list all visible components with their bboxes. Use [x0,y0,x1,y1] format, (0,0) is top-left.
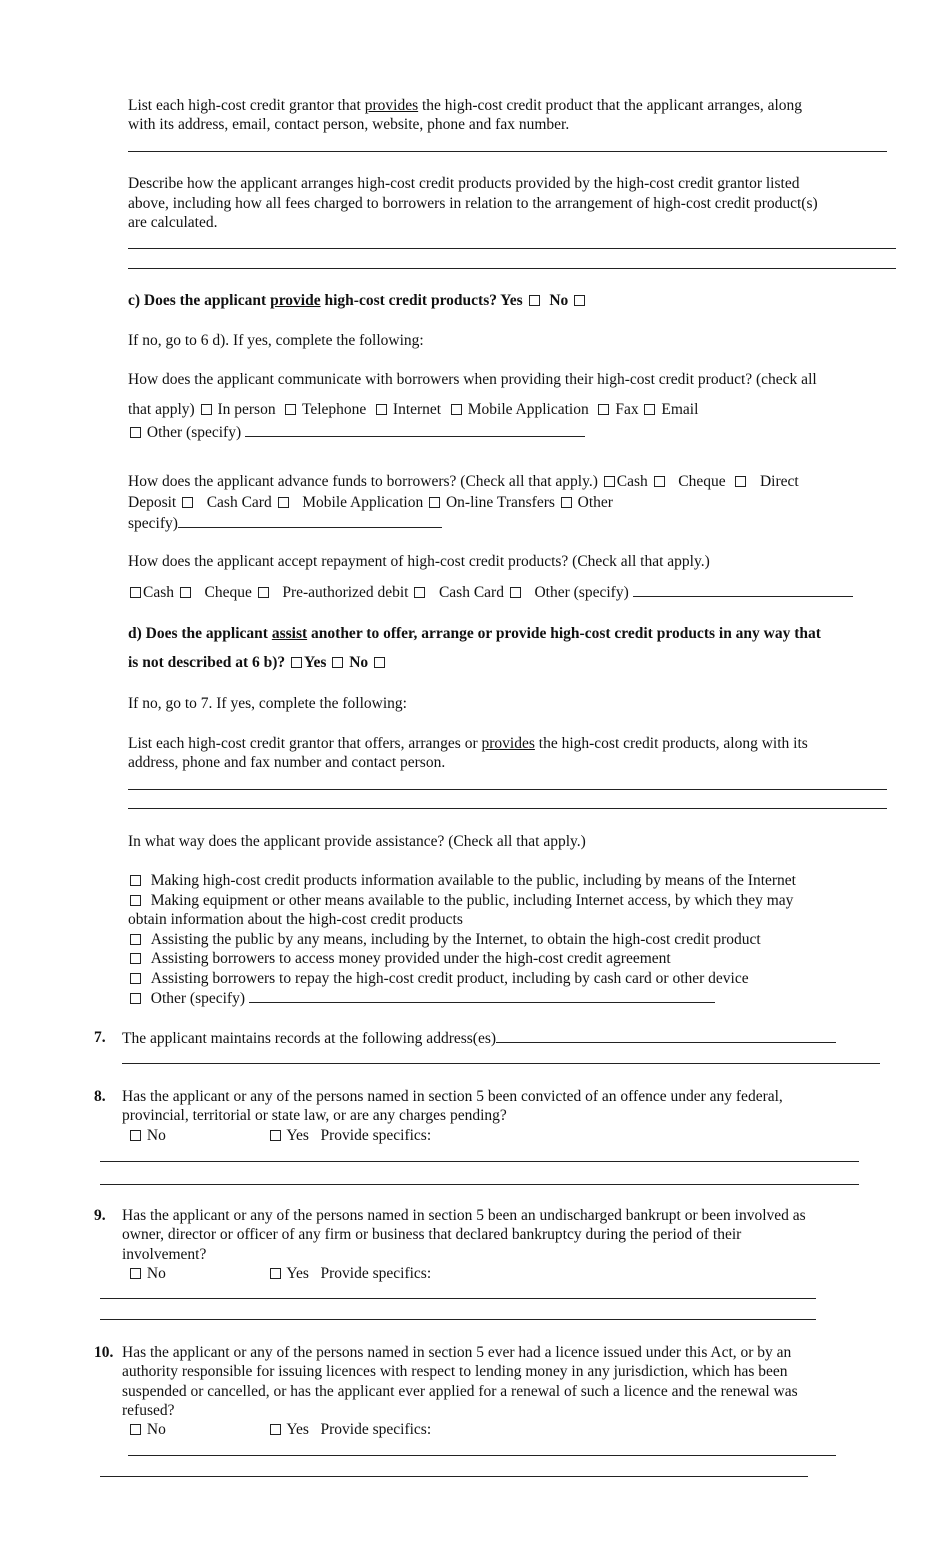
text: is not described at 6 b)? [128,654,286,671]
no-option [128,1420,166,1440]
option-label: Pre-authorized debit [282,584,409,601]
yes-checkbox[interactable] [270,1424,281,1435]
grantor-list-instruction [128,96,802,116]
answer-line[interactable] [100,1476,808,1477]
advance-options [128,493,613,513]
option-label: Other [577,494,613,511]
assist-question: In what way does the applicant provide assistance? (Check all that apply.) [128,833,586,850]
yes-checkbox[interactable] [291,657,302,668]
describe-instruction-line3: are calculated. [128,214,218,231]
text-underlined: provides [364,97,419,114]
question-d [128,624,821,644]
advance-other-specify [128,513,442,534]
option-label: Making equipment or other means available to the public, including Internet access, by which they may [150,892,794,909]
answer-line[interactable] [128,151,887,152]
internet-checkbox[interactable] [376,404,387,415]
option-label: In person [217,401,276,418]
text: high-cost credit products? Yes [320,292,523,309]
option-label: Other (specify) [534,584,629,601]
option-label: Email [661,401,699,418]
answer-line[interactable] [122,1063,880,1064]
option-label: Other (specify) [146,424,242,441]
cash-checkbox[interactable] [130,587,141,598]
communicate-options [128,400,698,420]
checkbox[interactable] [180,587,191,598]
option-label: No [349,654,369,671]
checkbox[interactable] [735,476,746,487]
option-label: Assisting the public by any means, including by the Internet, to obtain the high-cost credit product [150,931,761,948]
no-checkbox[interactable] [574,295,585,306]
option-label: Cash [616,473,648,490]
option-label: Cash Card [206,494,272,511]
other-specify-field[interactable] [633,582,853,597]
text: How does the applicant advance funds to borrowers? (Check all that apply.) [128,473,598,490]
checkbox[interactable] [510,587,521,598]
communicate-question: How does the applicant communicate with borrowers when providing their high-cost credit product? (check all [128,371,817,388]
checkbox[interactable] [414,587,425,598]
option-label: Cheque [204,584,252,601]
option-label: No [146,1421,166,1438]
telephone-checkbox[interactable] [285,404,296,415]
option-label: Provide specifics: [320,1421,432,1438]
text: the high-cost credit product that the applicant arranges, along [418,97,803,114]
checkbox[interactable] [654,476,665,487]
yes-checkbox[interactable] [529,295,540,306]
communicate-other [128,422,585,443]
question-10-line1: Has the applicant or any of the persons named in section 5 ever had a licence issued under this Act, or by an [122,1344,792,1361]
no-checkbox[interactable] [130,1424,141,1435]
checkbox[interactable] [130,895,141,906]
option-label: Direct [759,473,799,490]
checkbox[interactable] [278,497,289,508]
text-underlined: provide [270,292,321,309]
describe-instruction-line2: above, including how all fees charged to borrowers in relation to the arrangement of high-cost credit product(s) [128,195,818,212]
text: c) Does the applicant [128,292,271,309]
text: List each high-cost credit grantor that offers, arranges or [128,735,482,752]
answer-line[interactable] [128,268,896,269]
text-underlined: assist [271,625,308,642]
question-c [128,291,587,311]
option-label: No [146,1127,166,1144]
in-person-checkbox[interactable] [201,404,212,415]
checkbox[interactable] [130,953,141,964]
yes-checkbox[interactable] [270,1268,281,1279]
option-label: Yes [286,1127,309,1144]
text: that apply) [128,401,195,418]
other-checkbox[interactable] [130,427,141,438]
assist-option [128,949,671,969]
question-number: 8. [94,1088,106,1105]
question-number: 7. [94,1029,106,1046]
option-label: Mobile Application [302,494,424,511]
text: d) Does the applicant [128,625,272,642]
checkbox[interactable] [130,973,141,984]
text: another to offer, arrange or provide high-cost credit products in any way that [307,625,821,642]
instruction-d: If no, go to 7. If yes, complete the following: [128,695,407,712]
option-label: On-line Transfers [445,494,555,511]
question-9-line3: involvement? [122,1246,207,1263]
option-label: Yes [304,654,327,671]
yes-option [268,1264,431,1284]
assist-option [128,988,715,1009]
assist-option [128,871,796,891]
answer-line[interactable] [128,808,887,809]
assist-option [128,930,761,950]
no-checkbox[interactable] [130,1268,141,1279]
no-checkbox[interactable] [332,657,343,668]
yes-option [268,1420,431,1440]
repayment-options [128,582,853,603]
instruction-c: If no, go to 6 d). If yes, complete the following: [128,332,424,349]
option-label: Assisting borrowers to access money provided under the high-cost credit agreement [150,950,671,967]
yes-checkbox[interactable] [270,1130,281,1141]
answer-line[interactable] [100,1184,859,1185]
other-specify-field[interactable] [245,422,585,437]
question-9-line1: Has the applicant or any of the persons named in section 5 been an undischarged bankrupt or been involved as [122,1207,806,1224]
option-label: Internet [392,401,442,418]
advance-question [128,472,799,492]
grantor-list-instruction-line2: with its address, email, contact person, website, phone and fax number. [128,116,570,133]
text: the high-cost credit products, along with its [534,735,808,752]
no-checkbox[interactable] [130,1130,141,1141]
option-label: Cash [143,584,174,601]
no-option [128,1126,166,1146]
yes-option [268,1126,431,1146]
option-label: No [146,1265,166,1282]
answer-line[interactable] [128,248,896,249]
answer-line[interactable] [100,1298,816,1299]
question-number: 10. [94,1344,114,1361]
checkbox[interactable] [258,587,269,598]
option-label: Provide specifics: [320,1265,432,1282]
option-label: Telephone [301,401,367,418]
assist-option-cont: obtain information about the high-cost credit products [128,911,463,928]
question-number: 9. [94,1207,106,1224]
option-label: Yes [286,1421,309,1438]
assist-option [128,969,749,989]
question-10-line4: refused? [122,1402,175,1419]
text: The applicant maintains records at the following address(es) [122,1030,497,1047]
option-label: Cheque [678,473,726,490]
no-option [128,1264,166,1284]
repayment-question: How does the applicant accept repayment of high-cost credit products? (Check all that apply.) [128,553,710,570]
option-label: Provide specifics: [320,1127,432,1144]
answer-line[interactable] [128,1455,836,1456]
checkbox[interactable] [429,497,440,508]
grantor-list-instruction-d-line2: address, phone and fax number and contact person. [128,754,446,771]
question-d-line2 [128,653,387,673]
other-specify-field[interactable] [249,988,715,1003]
assist-option [128,891,793,911]
question-9-line2: owner, director or officer of any firm or business that declared bankruptcy during the period of their [122,1226,742,1243]
mobile-app-checkbox[interactable] [451,404,462,415]
text-underlined: provides [481,735,535,752]
checkbox[interactable] [130,934,141,945]
cash-checkbox[interactable] [604,476,615,487]
option-label: Other (specify) [150,990,245,1007]
text: List each high-cost credit grantor that [128,97,365,114]
checkbox[interactable] [374,657,385,668]
checkbox[interactable] [130,875,141,886]
question-10-line3: suspended or cancelled, or has the applicant ever applied for a renewal of such a licence and the renewal was [122,1383,798,1400]
other-specify-field[interactable] [178,513,442,528]
fax-checkbox[interactable] [598,404,609,415]
question-10-line2: authority responsible for issuing licences with respect to lending money in any jurisdiction, which has been [122,1363,788,1380]
question-8-line1: Has the applicant or any of the persons named in section 5 been convicted of an offence under any federal, [122,1088,783,1105]
text: specify) [128,515,178,532]
option-label: Assisting borrowers to repay the high-cost credit product, including by cash card or other device [150,970,749,987]
checkbox[interactable] [561,497,572,508]
option-label: Yes [286,1265,309,1282]
option-label: Deposit [128,494,177,511]
question-8-line2: provincial, territorial or state law, or are any charges pending? [122,1107,507,1124]
checkbox[interactable] [182,497,193,508]
option-label: Cash Card [438,584,504,601]
option-label: Making high-cost credit products information available to the public, including by means of the Internet [150,872,796,889]
answer-line[interactable] [128,789,887,790]
answer-line[interactable] [100,1319,816,1320]
question-7 [122,1028,836,1049]
email-checkbox[interactable] [644,404,655,415]
answer-line[interactable] [100,1161,859,1162]
grantor-list-instruction-d [128,734,808,754]
option-label: Mobile Application [467,401,589,418]
checkbox[interactable] [130,993,141,1004]
text: No [549,292,569,309]
describe-instruction-line1: Describe how the applicant arranges high-cost credit products provided by the high-cost credit grantor listed [128,175,800,192]
address-field[interactable] [496,1028,836,1043]
option-label: Fax [615,401,639,418]
